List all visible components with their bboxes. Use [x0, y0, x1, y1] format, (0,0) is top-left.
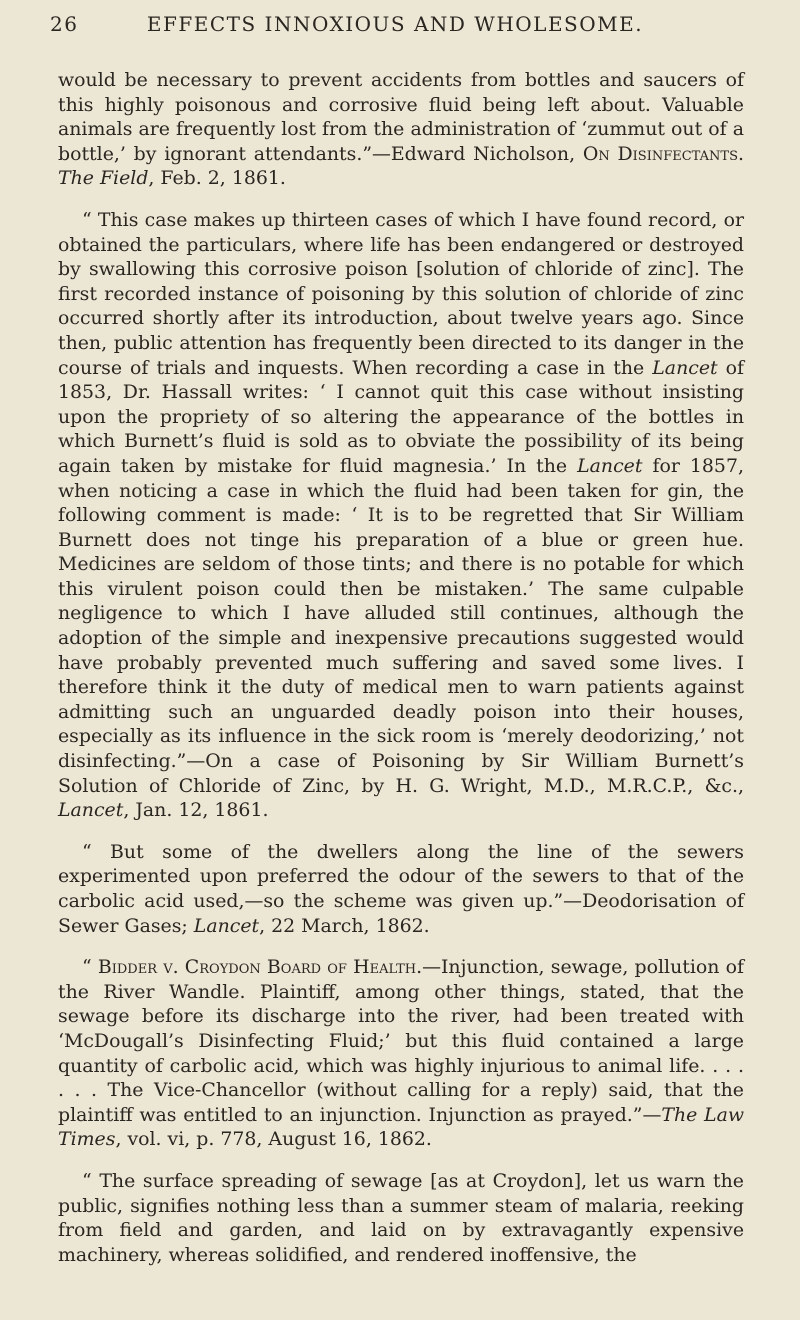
paragraph: “ The surface spreading of sewage [as at Croydon], let us warn the public, signifies nothing less than a summer steam of malaria, reeking from field and garden, and laid on by extravagantly expensive machinery, whereas solidified, and rendered inoffensive, the — [58, 1169, 744, 1266]
running-title: EFFECTS INNOXIOUS AND WHOLESOME. — [146, 12, 644, 36]
paragraph: “ Bidder v. Croydon Board of Health.—Injunction, sewage, pollution of the River Wandle. Plaintiff, among other things, stated, that the sewage before its discharge into the river, had been treated with ‘McDougall’s Disinfecting Fluid;’ but this fluid contained a large quantity of carbolic acid, which was highly injurious to animal life. . . . . . . The Vice-Chancellor (without calling for a reply) said, that the plaintiff was entitled to an injunction. Injunction as prayed.”—The Law Times, vol. vi, p. 778, August 16, 1862. — [58, 956, 744, 1151]
paragraph: would be necessary to prevent accidents from bottles and saucers of this highly poisonous and corrosive fluid being left about. Valuable animals are frequently lost from the administration of ‘zummut out of a bottle,’ by ignorant attendants.”—Edward Nicholson, On Disinfectants. The Field, Feb. 2, 1861. — [58, 69, 744, 190]
page-number: 26 — [50, 12, 79, 36]
page-header — [50, 8, 740, 48]
page-body — [58, 68, 744, 1284]
paragraph: “ But some of the dwellers along the line of the sewers experimented upon preferred the odour of the sewers to that of the carbolic acid used,—so the scheme was given up.”—Deodorisation of Sewer Gases; Lancet, 22 March, 1862. — [58, 840, 744, 937]
paragraph: “ This case makes up thirteen cases of which I have found record, or obtained the particulars, where life has been endangered or destroyed by swallowing this corrosive poison [solution of chloride of zinc]. The first recorded instance of poisoning by this solution of chloride of zinc occurred shortly after its introduction, about twelve years ago. Since then, public attention has frequently been directed to its danger in the course of trials and inquests. When recording a case in the Lancet of 1853, Dr. Hassall writes: ‘ I cannot quit this case without insisting upon the propriety of so altering the appearance of the bottles in which Burnett’s fluid is sold as to obviate the possibility of its being again taken by mistake for fluid magnesia.’ In the Lancet for 1857, when noticing a case in which the fluid had been taken for gin, the following comment is made: ‘ It is to be regretted that Sir William Burnett does not tinge his preparation of a blue or green hue. Medicines are seldom of those tints; and there is no potable for which this virulent poison could then be mistaken.’ The same culpable negligence to which I have alluded still continues, although the adoption of the simple and inexpensive precautions suggested would have probably prevented much suffering and saved some lives. I therefore think it the duty of medical men to warn patients against admitting such an unguarded deadly poison into their houses, especially as its influence in the sick room is ‘merely deodorizing,’ not disinfecting.”—On a case of Poisoning by Sir William Burnett’s Solution of Chloride of Zinc, by H. G. Wright, M.D., M.R.C.P., &c., Lancet, Jan. 12, 1861. — [58, 208, 744, 822]
